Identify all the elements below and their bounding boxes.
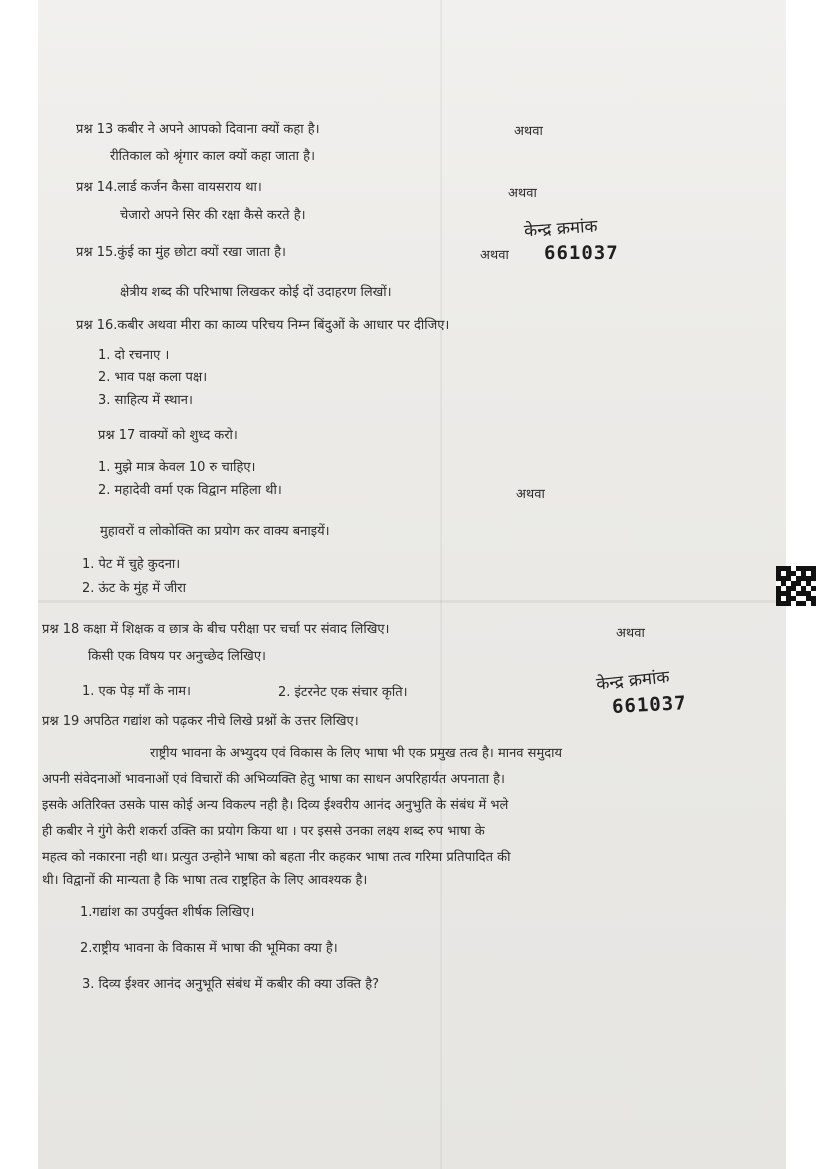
question-14-alternative: चेजारो अपने सिर की रक्षा कैसे करते है। xyxy=(120,208,306,223)
question-16-point-1: 1. दो रचनाए । xyxy=(98,348,170,363)
question-15-alternative: क्षेत्रीय शब्द की परिभाषा लिखकर कोई दों उदाहरण लिखों। xyxy=(120,285,392,300)
question-15-or: अथवा xyxy=(480,248,509,263)
question-19: प्रश्न 19 अपठित गद्यांश को पढ़कर नीचे लिखे प्रश्नों के उत्तर लिखिए। xyxy=(42,714,359,729)
question-16-point-2: 2. भाव पक्ष कला पक्ष। xyxy=(98,370,208,385)
passage-line-4: ही कबीर ने गुंगे केरी शकर्रा उक्ति का प्रयोग किया था । पर इससे उनका लक्ष्य शब्द रुप भाषा के xyxy=(42,824,485,839)
passage-line-6: थी। विद्वानों की मान्यता है कि भाषा तत्व राष्ट्रहित के लिए आवश्यक है। xyxy=(42,873,368,888)
question-18: प्रश्न 18 कक्षा में शिक्षक व छात्र के बीच परीक्षा पर चर्चा पर संवाद लिखिए। xyxy=(42,622,390,637)
question-13-or: अथवा xyxy=(514,124,543,139)
question-18-or: अथवा xyxy=(616,626,645,641)
question-16-point-3: 3. साहित्य में स्थान। xyxy=(98,393,193,408)
centre-number-stamp-code: 661037 xyxy=(544,242,619,264)
passage-line-5: महत्व को नकारना नही था। प्रत्युत उन्होने भाषा को बहता नीर कहकर भाषा तत्व गरिमा प्रतिपादित की xyxy=(42,850,511,865)
question-13: प्रश्न 13 कबीर ने अपने आपको दिवाना क्यों कहा है। xyxy=(76,122,320,137)
question-18-alternative: किसी एक विषय पर अनुच्छेद लिखिए। xyxy=(88,649,266,664)
sub-question-1: 1.गद्यांश का उपर्युक्त शीर्षक लिखिए। xyxy=(80,905,255,920)
sub-question-3: 3. दिव्य ईश्वर आनंद अनुभूति संबंध में कबीर की क्या उक्ति है? xyxy=(82,977,379,992)
qr-code xyxy=(776,566,816,606)
sub-question-2: 2.राष्ट्रीय भावना के विकास में भाषा की भूमिका क्या है। xyxy=(80,941,338,956)
centre-number-stamp-label: केन्द्र क्रमांक xyxy=(523,216,599,242)
question-17-or: अथवा xyxy=(516,487,545,502)
question-17-alt-item-2: 2. ऊंट के मुंह में जीरा xyxy=(82,581,186,596)
passage-line-1: राष्ट्रीय भावना के अभ्युदय एवं विकास के लिए भाषा भी एक प्रमुख तत्व है। मानव समुदाय xyxy=(150,746,563,761)
passage-line-3: इसके अतिरिक्त उसके पास कोई अन्य विकल्प नही है। दिव्य ईश्वरीय आनंद अनुभुति के संबंध में भले xyxy=(42,798,509,813)
question-17: प्रश्न 17 वाक्यों को शुध्द करो। xyxy=(98,428,238,443)
question-17-alt-item-1: 1. पेट में चुहे कुदना। xyxy=(82,557,181,572)
question-14: प्रश्न 14.लार्ड कर्जन कैसा वायसराय था। xyxy=(76,180,262,195)
question-17-alternative: मुहावरों व लोकोक्ति का प्रयोग कर वाक्य बनाइयें। xyxy=(100,524,330,539)
question-14-or: अथवा xyxy=(508,186,537,201)
centre-number-stamp-code: 661037 xyxy=(611,692,688,718)
question-16: प्रश्न 16.कबीर अथवा मीरा का काव्य परिचय निम्न बिंदुओं के आधार पर दीजिए। xyxy=(76,318,450,333)
question-18-topic-2: 2. इंटरनेट एक संचार कृति। xyxy=(278,685,408,700)
passage-line-2: अपनी संवेदनाओं भावनाओं एवं विचारों की अभिव्यक्ति हेतु भाषा का साधन अपरिहार्यत अपनाता है। xyxy=(42,772,505,787)
question-17-item-2: 2. महादेवी वर्मा एक विद्वान महिला थी। xyxy=(98,483,282,498)
exam-paper-sheet xyxy=(38,0,786,1169)
question-13-alternative: रीतिकाल को श्रृंगार काल क्यों कहा जाता है। xyxy=(110,149,316,164)
centre-number-stamp-label: केन्द्र क्रमांक xyxy=(595,667,671,695)
question-18-topic-1: 1. एक पेड़ माँ के नाम। xyxy=(82,684,191,699)
question-15: प्रश्न 15.कुंई का मुंह छोटा क्यों रखा जाता है। xyxy=(76,245,286,260)
question-17-item-1: 1. मुझे मात्र केवल 10 रु चाहिए। xyxy=(98,460,256,475)
